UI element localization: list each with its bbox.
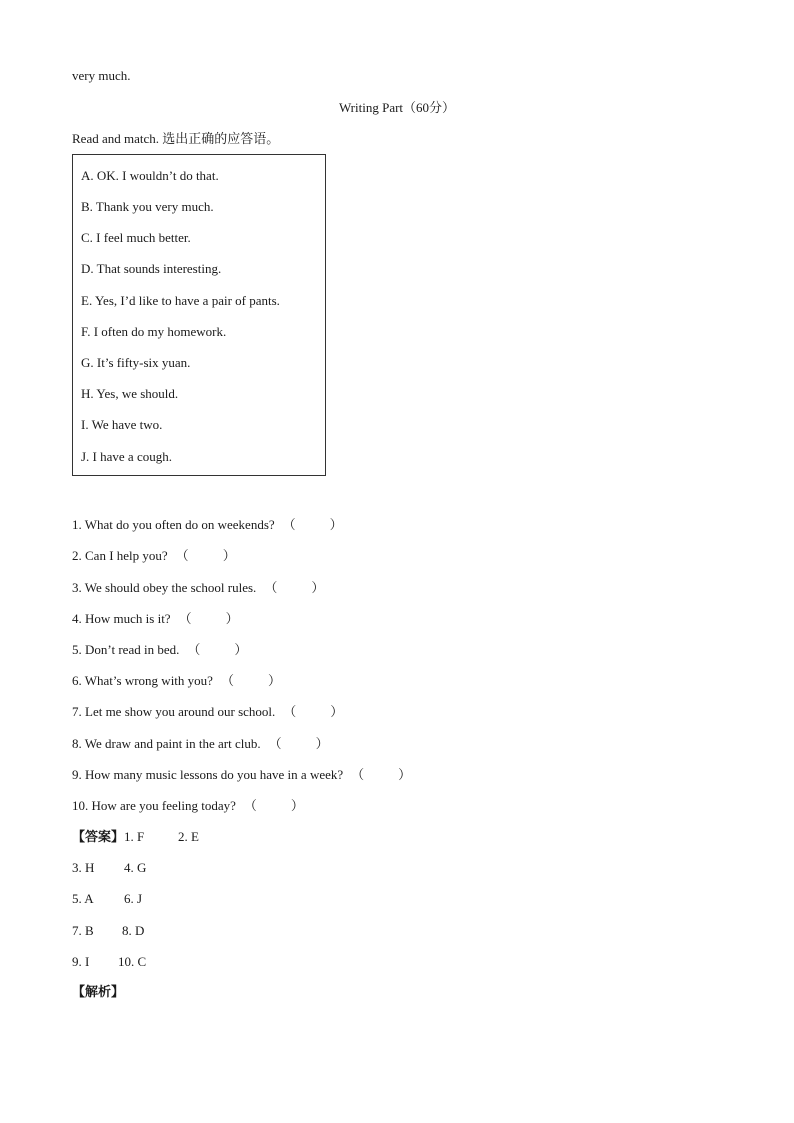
answer-blank: （ ）	[178, 611, 239, 626]
intro-tail: very much.	[72, 68, 131, 83]
question-text: 4. How much is it?	[72, 611, 171, 626]
answer-blank: （ ）	[351, 767, 412, 782]
option-d: D. That sounds interesting.	[81, 261, 222, 276]
answer-row-2: 3. H	[72, 860, 95, 875]
option-b: B. Thank you very much.	[81, 199, 214, 214]
option-j: J. I have a cough.	[81, 449, 172, 464]
question-text: 5. Don’t read in bed.	[72, 642, 180, 657]
question-text: 10. How are you feeling today?	[72, 798, 236, 813]
option-g: G. It’s fifty-six yuan.	[81, 355, 191, 370]
answer-blank: （ ）	[220, 673, 281, 688]
answer-item-2: 2. E	[178, 829, 199, 844]
question-text: 3. We should obey the school rules.	[72, 580, 257, 595]
answer-row-1	[72, 829, 144, 846]
option-f: F. I often do my homework.	[81, 324, 227, 339]
answer-row-4: 7. B	[72, 923, 94, 938]
question-1	[72, 517, 343, 533]
question-text: 7. Let me show you around our school.	[72, 704, 276, 719]
question-7	[72, 704, 343, 720]
answer-blank: （ ）	[264, 580, 325, 595]
answer-blank: （ ）	[187, 642, 248, 657]
question-5	[72, 642, 247, 658]
question-text: 8. We draw and paint in the art club.	[72, 736, 261, 751]
question-6	[72, 673, 281, 689]
question-3	[72, 580, 324, 596]
option-h: H. Yes, we should.	[81, 386, 179, 401]
question-text: 2. Can I help you?	[72, 548, 168, 563]
section-title: Writing Part（60分）	[338, 100, 456, 115]
answer-item-8: 8. D	[122, 923, 145, 938]
options-box	[72, 154, 326, 476]
option-i: I. We have two.	[81, 417, 163, 432]
answer-item: 1. F	[124, 829, 145, 844]
answer-blank: （ ）	[243, 798, 304, 813]
instruction: Read and match. 选出正确的应答语。	[72, 131, 280, 146]
question-9	[72, 767, 411, 783]
option-c: C. I feel much better.	[81, 230, 191, 245]
answer-blank: （ ）	[268, 736, 329, 751]
question-4	[72, 611, 239, 627]
question-text: 9. How many music lessons do you have in a week?	[72, 767, 344, 782]
answer-row-5: 9. I	[72, 954, 90, 969]
analysis-label: 【解析】	[72, 985, 125, 1000]
answer-blank: （ ）	[282, 517, 343, 532]
option-e: E. Yes, I’d like to have a pair of pants.	[81, 293, 280, 308]
answer-label: 【答案】	[72, 830, 125, 845]
option-a: A. OK. I wouldn’t do that.	[81, 168, 219, 183]
answer-item-4: 4. G	[124, 860, 147, 875]
answer-blank: （ ）	[175, 548, 236, 563]
question-text: 1. What do you often do on weekends?	[72, 517, 275, 532]
answer-row-3: 5. A	[72, 891, 94, 906]
question-10	[72, 798, 304, 814]
question-8	[72, 736, 329, 752]
answer-blank: （ ）	[283, 704, 344, 719]
answer-item-6: 6. J	[124, 891, 143, 906]
question-text: 6. What’s wrong with you?	[72, 673, 213, 688]
answer-item-10: 10. C	[118, 954, 147, 969]
question-2	[72, 548, 236, 564]
